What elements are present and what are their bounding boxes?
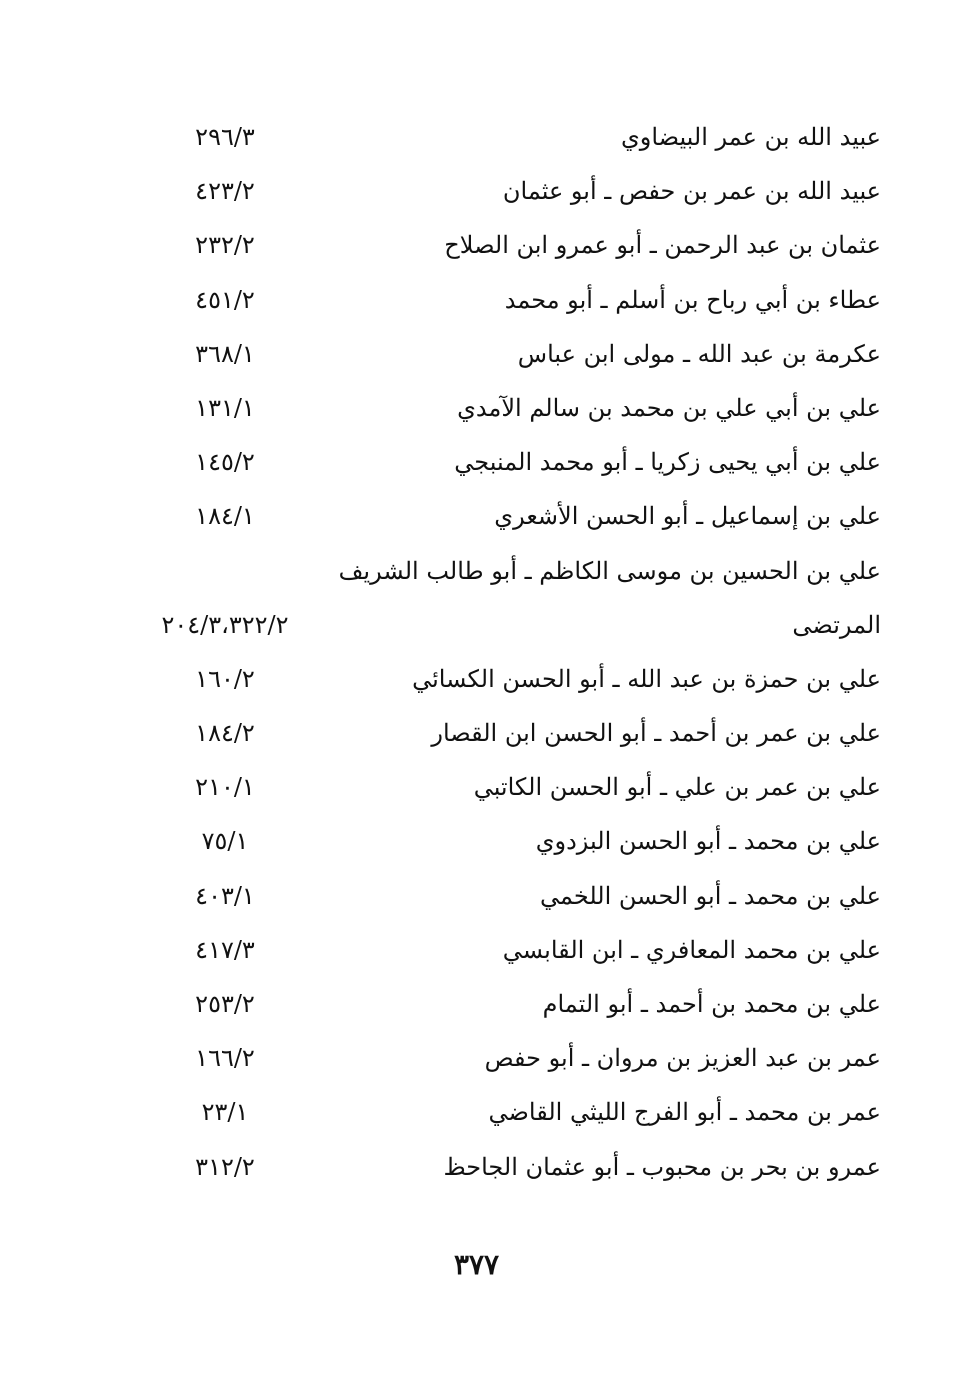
entry-page-ref: ٤١٧/٣ (195, 935, 255, 964)
entry-page-ref: ١٦٠/٢ (195, 664, 255, 693)
entry-name: علي بن محمد ـ أبو الحسن اللخمي (539, 881, 881, 910)
index-entry (0, 706, 953, 760)
entry-page-ref: ٤٢٣/٢ (195, 177, 255, 206)
entry-page-ref: ١٨٤/١ (195, 502, 255, 531)
entry-name: عبيد الله بن عمر البيضاوي (620, 123, 881, 151)
index-entry (0, 652, 953, 706)
index-entry (0, 814, 953, 868)
index-entry (0, 1031, 953, 1085)
entry-page-ref: ٣١٢/٢ (195, 1152, 255, 1181)
entry-page-ref: ٢٣٢/٢ (195, 231, 255, 260)
entry-page-ref: ٧٥/١ (201, 827, 249, 856)
index-entry (0, 923, 953, 977)
index-entry (0, 760, 953, 814)
entry-name: علي بن محمد ـ أبو الحسن البزدوي (535, 827, 881, 856)
index-entry (0, 1085, 953, 1139)
entry-name: عطاء بن أبي رباح بن أسلم ـ أبو محمد (504, 285, 881, 314)
index-entry-list (0, 110, 953, 1194)
entry-name: علي بن أبي علي بن محمد بن سالم الآمدي (457, 393, 881, 422)
entry-name: عكرمة بن عبد الله ـ مولى ابن عباس (517, 339, 881, 368)
index-entry (0, 273, 953, 327)
entry-name: علي بن عمر بن علي ـ أبو الحسن الكاتبي (473, 773, 881, 802)
entry-page-ref: ٣٦٨/١ (195, 339, 255, 368)
index-entry (0, 544, 953, 598)
entry-name: علي بن الحسين بن موسى الكاظم ـ أبو طالب الشريف (338, 556, 881, 585)
entry-name: عثمان بن عبد الرحمن ـ أبو عمرو ابن الصلاح (444, 231, 881, 260)
entry-page-ref: ١٦٦/٢ (195, 1044, 255, 1073)
entry-page-ref: ٤٥١/٢ (195, 285, 255, 314)
entry-name: عمر بن محمد ـ أبو الفرج الليثي القاضي (488, 1098, 881, 1127)
index-entry (0, 869, 953, 923)
entry-page-ref: ١٨٤/٢ (195, 719, 255, 748)
entry-name: عمرو بن بحر بن محبوب ـ أبو عثمان الجاحظ (443, 1152, 881, 1181)
entry-name: عبيد الله بن عمر بن حفص ـ أبو عثمان (502, 177, 881, 206)
entry-page-ref: ٢٥٣/٢ (195, 990, 255, 1018)
entry-name: علي بن إسماعيل ـ أبو الحسن الأشعري (494, 502, 881, 531)
entry-name: المرتضى (792, 610, 881, 639)
entry-name: علي بن محمد المعافري ـ ابن القابسي (502, 935, 881, 964)
entry-page-ref: ٢٠٤/٣،٣٢٢/٢ (161, 610, 289, 639)
index-entry (0, 218, 953, 272)
index-entry (0, 435, 953, 489)
page-number: ٣٧٧ (453, 1248, 500, 1281)
entry-name: علي بن عمر بن أحمد ـ أبو الحسن ابن القصار (431, 719, 881, 748)
entry-page-ref: ١٣١/١ (195, 393, 255, 422)
index-entry (0, 489, 953, 543)
entry-page-ref: ١٤٥/٢ (195, 448, 255, 477)
entry-name: عمر بن عبد العزيز بن مروان ـ أبو حفص (484, 1044, 881, 1073)
entry-name: علي بن محمد بن أحمد ـ أبو التمام (542, 990, 881, 1018)
entry-page-ref: ٤٠٣/١ (195, 881, 255, 910)
index-entry (0, 110, 953, 164)
index-entry (0, 598, 953, 652)
index-entry (0, 164, 953, 218)
index-entry (0, 327, 953, 381)
entry-page-ref: ٢٩٦/٣ (195, 123, 255, 151)
index-entry (0, 381, 953, 435)
index-entry (0, 977, 953, 1031)
entry-name: علي بن أبي يحيى زكريا ـ أبو محمد المنبجي (454, 448, 881, 477)
entry-page-ref: ٢٣/١ (201, 1098, 249, 1127)
entry-name: علي بن حمزة بن عبد الله ـ أبو الحسن الكسائي (412, 664, 881, 693)
index-entry (0, 1140, 953, 1194)
entry-page-ref: ٢١٠/١ (195, 773, 255, 802)
